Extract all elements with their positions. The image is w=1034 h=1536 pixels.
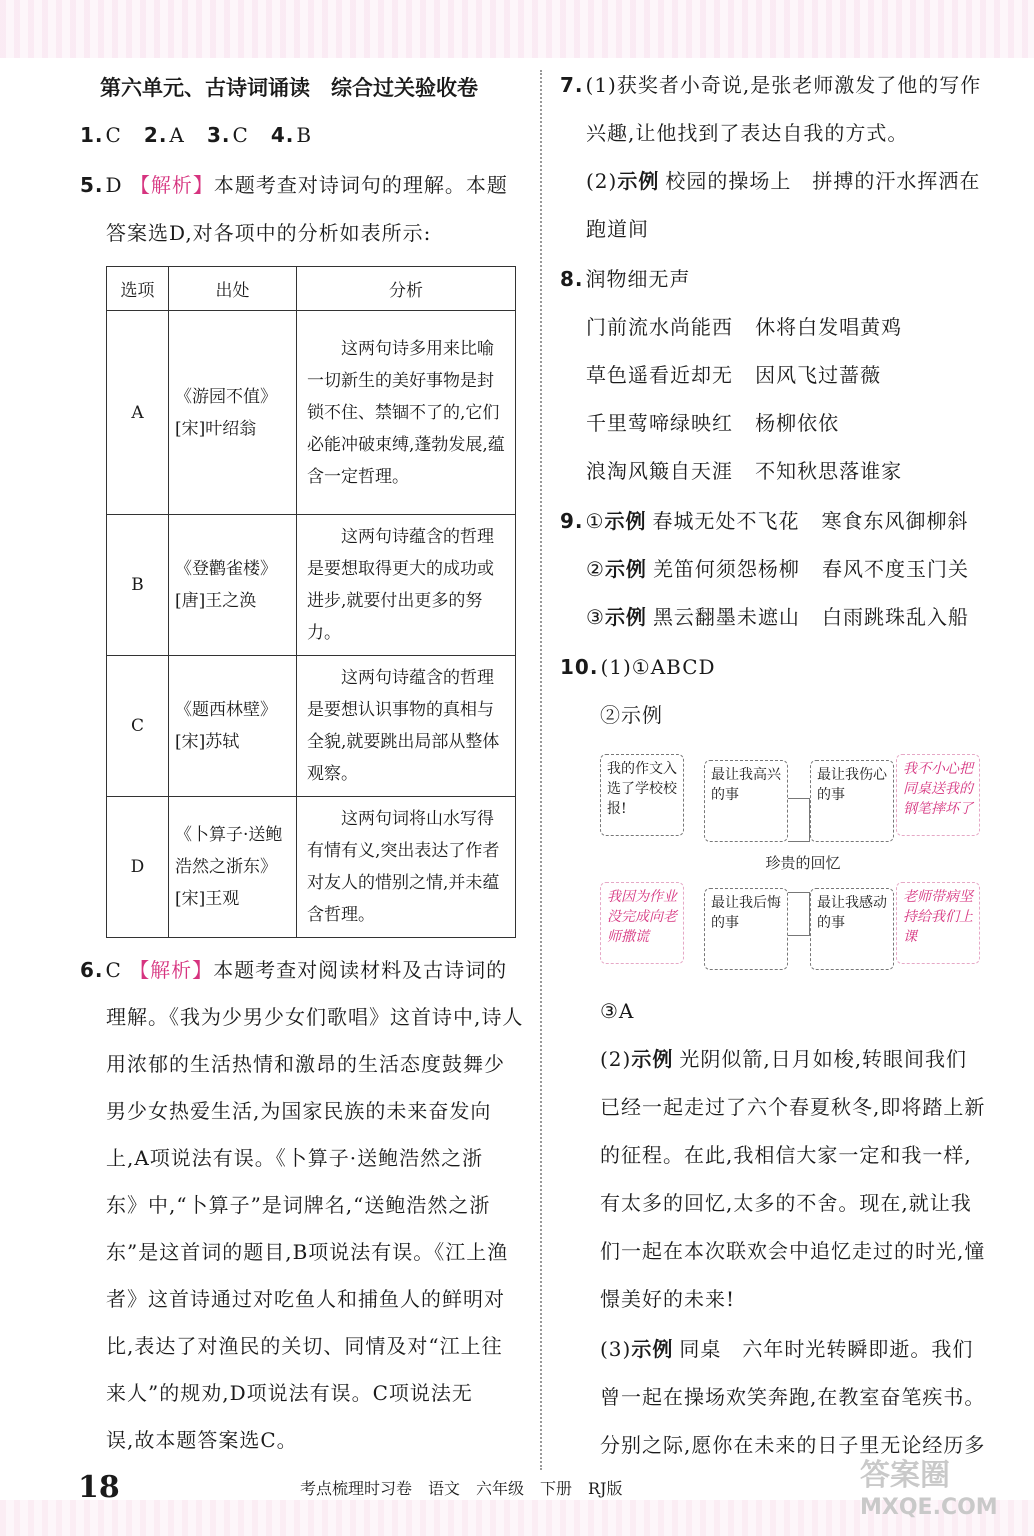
q10-p5-line: (3)示例 同桌 六年时光转瞬即逝。我们 [600, 1337, 974, 1361]
q10-p4-line: 有太多的回忆,太多的不舍。现在,就让我 [600, 1191, 972, 1215]
mind-map [600, 752, 1000, 982]
table-header: 选项 [107, 267, 169, 311]
q6-line1: 6. C 【解析】本题考查对阅读材料及古诗词的 [80, 958, 508, 982]
mind-box: 最让我感动的事 [810, 888, 894, 970]
table-row: B 《登鹳雀楼》[唐]王之涣 这两句诗蕴含的哲理是要想取得更大的成功或进步,就要付出更多的努力。 [107, 515, 516, 656]
q7-line1: 7. (1)获奖者小奇说,是张老师激发了他的写作 [560, 73, 982, 97]
q7-line4: 跑道间 [586, 217, 649, 241]
connector [788, 892, 810, 936]
q6-text: 东》中,“卜算子”是词牌名,“送鲍浩然之浙 [106, 1193, 491, 1217]
header-band [0, 0, 1034, 58]
q6-text: 理解。《我为少男少女们歌唱》这首诗中,诗人 [106, 1005, 524, 1029]
table-header: 分析 [297, 267, 516, 311]
table-row: A 《游园不值》[宋]叶绍翁 这两句诗多用来比喻一切新生的美好事物是封锁不住、禁锢不了的,它们必能冲破束缚,蓬勃发展,蕴含一定哲理。 [107, 311, 516, 515]
q10-line1: 10. (1)①ABCD [560, 655, 716, 679]
q8-pair: 浪淘风簸自天涯 不知秋思落谁家 [586, 459, 903, 483]
q6-text: 误,故本题答案选C。 [106, 1428, 298, 1452]
q7-line2: 兴趣,让他找到了表达自我的方式。 [586, 121, 909, 145]
q8-pair: 门前流水尚能西 休将白发唱黄鸡 [586, 315, 903, 339]
q6-text: 来人”的规劝,D项说法有误。C项说法无 [106, 1381, 473, 1405]
q10-p3: ③A [600, 999, 635, 1023]
q10-p4-line: (2)示例 光阴似箭,日月如梭,转眼间我们 [600, 1047, 968, 1071]
q10-p4-line: 已经一起走过了六个春夏秋冬,即将踏上新 [600, 1095, 986, 1119]
q10-p4-line: 憬美好的未来! [600, 1287, 736, 1311]
table-row: D 《卜算子·送鲍浩然之浙东》[宋]王观 这两句词将山水写得有情有义,突出表达了作者对友人的惜别之情,并未蕴含哲理。 [107, 797, 516, 938]
q6-text: 男少女热爱生活,为国家民族的未来奋发向 [106, 1099, 492, 1123]
q9-item: ②示例 羌笛何须怨杨柳 春风不度玉门关 [586, 557, 970, 581]
q7-line3: (2)示例 校园的操场上 拼搏的汗水挥洒在 [586, 169, 981, 193]
mind-box: 最让我高兴的事 [704, 760, 788, 842]
q10-p4-line: 的征程。在此,我相信大家一定和我一样, [600, 1143, 972, 1167]
q9-item: ③示例 黑云翻墨未遮山 白雨跳珠乱入船 [586, 605, 970, 629]
table-header: 出处 [169, 267, 297, 311]
q6-text: 东”是这首词的题目,B项说法有误。《江上渔 [106, 1240, 509, 1264]
q6-text: 上,A项说法有误。《卜算子·送鲍浩然之浙 [106, 1146, 484, 1170]
q6-text: 用浓郁的生活热情和激昂的生活态度鼓舞少 [106, 1052, 505, 1076]
column-divider [540, 70, 542, 1470]
q10-p5-line: 分别之际,愿你在未来的日子里无论经历多 [600, 1433, 986, 1457]
q8-pair: 草色遥看近却无 因风飞过蔷薇 [586, 363, 882, 387]
q9-item: 9. ①示例 春城无处不飞花 寒食东风御柳斜 [560, 509, 969, 533]
table-row: C 《题西林壁》[宋]苏轼 这两句诗蕴含的哲理是要想认识事物的真相与全貌,就要跳出局部从整体观察。 [107, 656, 516, 797]
q10-p4-line: 们一起在本次联欢会中追忆走过的时光,憧 [600, 1239, 986, 1263]
q5-line1: 5. D 【解析】本题考查对诗词句的理解。本题 [80, 173, 508, 197]
mind-box: 我不小心把同桌送我的钢笔摔坏了 [896, 754, 980, 836]
q10-p5-line: 曾一起在操场欢笑奔跑,在教室奋笔疾书。 [600, 1385, 986, 1409]
q5-line2: 答案选D,对各项中的分析如表所示: [106, 221, 432, 245]
mind-box: 我的作文入选了学校校报! [600, 754, 684, 836]
watermark: 答案圈 MXQE.COM [860, 1458, 998, 1520]
page-title: 第六单元、古诗词诵读 综合过关验收卷 [100, 76, 478, 100]
analysis-table [106, 266, 516, 938]
analysis-tag: 【解析】 [129, 173, 214, 197]
page-number: 18 [78, 1470, 120, 1505]
q6-text: 者》这首诗通过对吃鱼人和捕鱼人的鲜明对 [106, 1287, 505, 1311]
mind-box: 最让我伤心的事 [810, 760, 894, 842]
mind-box: 最让我后悔的事 [704, 888, 788, 970]
q1-4-answers: 1. C 2. A 3. C 4. B [80, 123, 313, 147]
footer-text: 考点梳理时习卷 语文 六年级 下册 RJ版 [300, 1479, 623, 1498]
analysis-tag: 【解析】 [129, 958, 214, 982]
q8-pair: 千里莺啼绿映红 杨柳依依 [586, 411, 840, 435]
q8-line1: 8. 润物细无声 [560, 267, 691, 291]
mind-center: 珍贵的回忆 [765, 854, 841, 872]
q10-example-label: ②示例 [600, 703, 663, 727]
connector [788, 798, 810, 842]
mind-box: 我因为作业没完成向老师撒谎 [600, 882, 684, 964]
mind-box: 老师带病坚持给我们上课 [896, 882, 980, 964]
q6-text: 比,表达了对渔民的关切、同情及对“江上往 [106, 1334, 503, 1358]
